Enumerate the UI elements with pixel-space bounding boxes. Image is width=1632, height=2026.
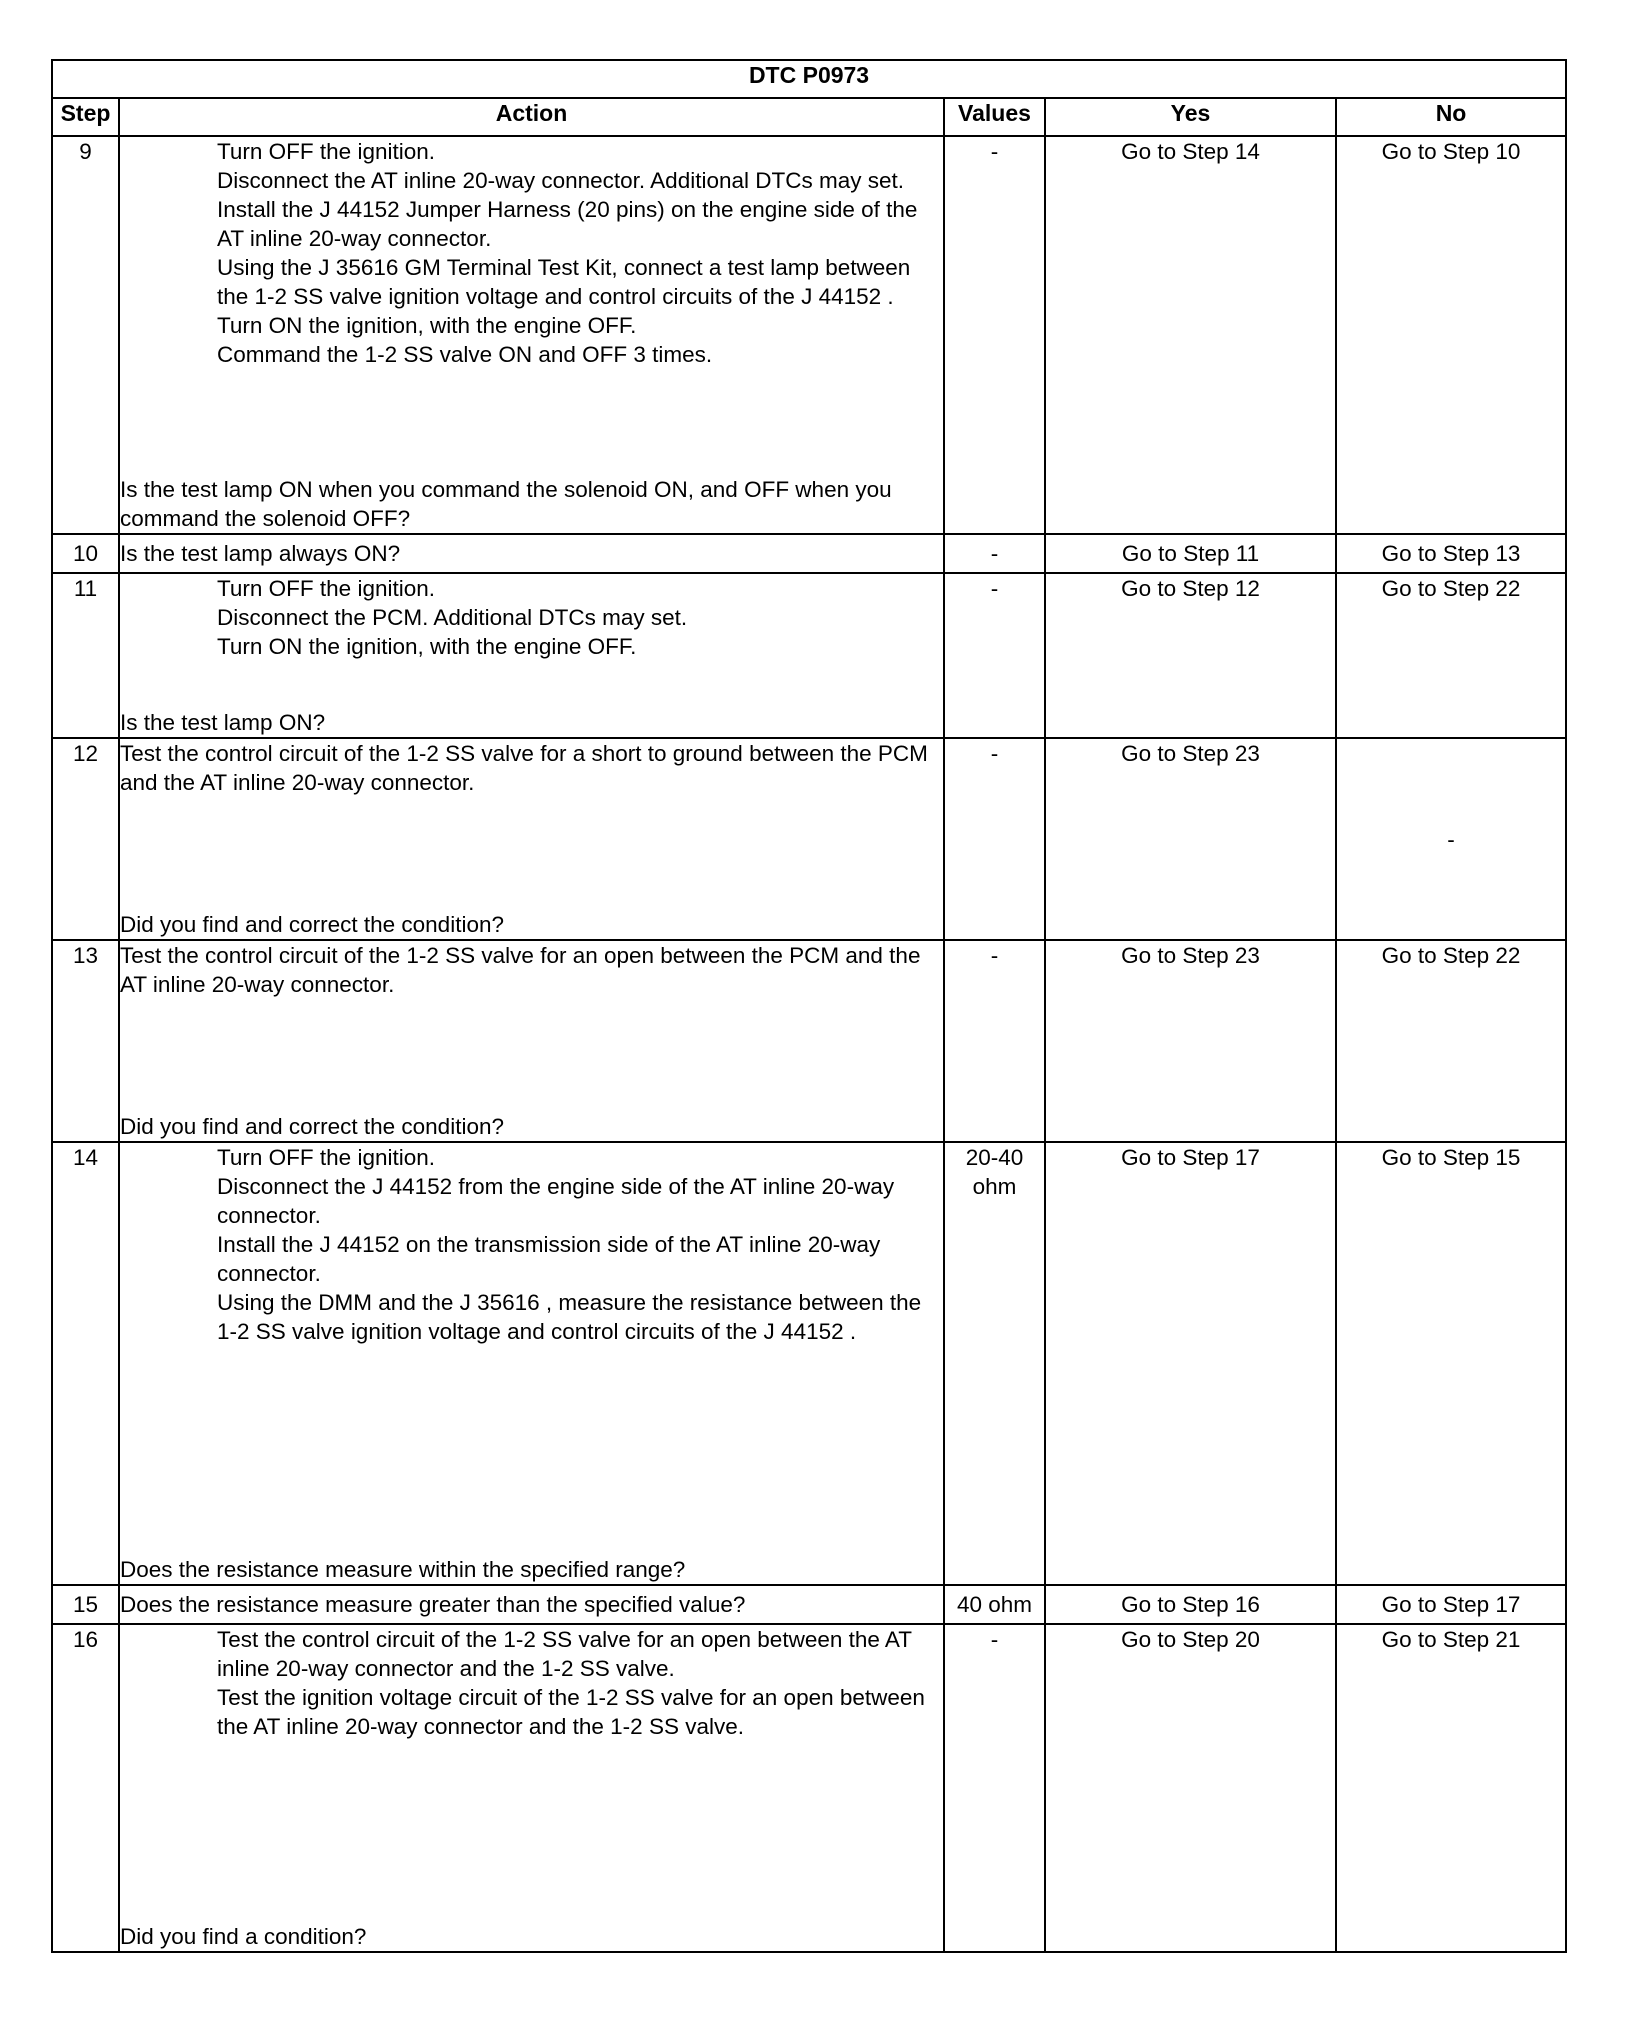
action-cell [119,1142,944,1585]
question-text: Does the resistance measure within the specified range? [120,1557,686,1582]
table-row [52,1585,1566,1624]
question-text: Did you find and correct the condition? [120,912,504,937]
no-cell: Go to Step 13 [1336,534,1566,573]
instruction-item: Disconnect the J 44152 from the engine side of the AT inline 20-way connector. [217,1174,895,1228]
table-row [52,738,1566,940]
action-cell [119,573,944,738]
instruction-item: Disconnect the PCM. Additional DTCs may set. [217,605,688,630]
step-number: 10 [52,534,119,573]
no-cell: Go to Step 15 [1336,1142,1566,1585]
action-cell [119,1624,944,1952]
no-cell: - [1336,738,1566,940]
action-cell [119,136,944,534]
instruction-item: Command the 1-2 SS valve ON and OFF 3 times. [217,342,713,367]
instruction-list [120,1625,943,1741]
instruction-item: Using the DMM and the J 35616 , measure the resistance between the 1-2 SS valve ignition voltage and control circuits of the J 44152 . [217,1290,922,1344]
yes-cell: Go to Step 11 [1045,534,1336,573]
instruction-list [120,574,943,661]
value-cell: - [944,1624,1045,1952]
question-text: Is the test lamp ON when you command the solenoid ON, and OFF when you command the solenoid OFF? [120,477,892,531]
instruction-item: Test the ignition voltage circuit of the 1-2 SS valve for an open between the AT inline 20-way connector and the 1-2 SS valve. [217,1685,925,1739]
table-row [52,940,1566,1142]
no-cell: Go to Step 17 [1336,1585,1566,1624]
yes-cell: Go to Step 12 [1045,573,1336,738]
instruction-list [120,1143,943,1346]
instruction-item: Turn OFF the ignition. [217,1145,436,1170]
value-cell: - [944,940,1045,1142]
value-cell: - [944,573,1045,738]
question-text: Did you find a condition? [120,1924,367,1949]
table-row [52,136,1566,534]
step-number: 9 [52,136,119,534]
header-yes: Yes [1045,98,1336,136]
no-cell: Go to Step 22 [1336,940,1566,1142]
action-cell [119,738,944,940]
value-cell: - [944,136,1045,534]
step-number: 16 [52,1624,119,1952]
instruction-item: Test the control circuit of the 1-2 SS valve for an open between the AT inline 20-way connector and the 1-2 SS valve. [217,1627,912,1681]
table-row [52,534,1566,573]
question-text: Does the resistance measure greater than the specified value? [119,1585,944,1624]
header-no: No [1336,98,1566,136]
instruction-item: Turn ON the ignition, with the engine OFF. [217,634,637,659]
instruction-item: Install the J 44152 Jumper Harness (20 pins) on the engine side of the AT inline 20-way connector. [217,197,918,251]
header-row [52,98,1566,136]
instruction-item: Disconnect the AT inline 20-way connector. Additional DTCs may set. [217,168,905,193]
step-number: 11 [52,573,119,738]
instruction-item: Turn ON the ignition, with the engine OFF. [217,313,637,338]
value-cell: - [944,738,1045,940]
table-row [52,1624,1566,1952]
table-row [52,573,1566,738]
step-number: 13 [52,940,119,1142]
no-cell: Go to Step 22 [1336,573,1566,738]
step-number: 15 [52,1585,119,1624]
instruction-item: Turn OFF the ignition. [217,139,436,164]
no-cell: Go to Step 21 [1336,1624,1566,1952]
value-cell: - [944,534,1045,573]
instruction-item: Using the J 35616 GM Terminal Test Kit, connect a test lamp between the 1-2 SS valve ignition voltage and control circuits of the J 44152 . [217,255,911,309]
step-number: 14 [52,1142,119,1585]
table-row [52,1142,1566,1585]
question-text: Did you find and correct the condition? [120,1114,504,1139]
instruction-item: Turn OFF the ignition. [217,576,436,601]
no-cell: Go to Step 10 [1336,136,1566,534]
yes-cell: Go to Step 23 [1045,940,1336,1142]
yes-cell: Go to Step 16 [1045,1585,1336,1624]
value-cell: 40 ohm [944,1585,1045,1624]
instruction-list [120,137,943,369]
yes-cell: Go to Step 14 [1045,136,1336,534]
question-text: Is the test lamp ON? [120,710,326,735]
value-cell: 20-40 ohm [944,1142,1045,1585]
lead-text: Test the control circuit of the 1-2 SS valve for a short to ground between the PCM and the AT inline 20-way connector. [120,741,928,795]
header-values: Values [944,98,1045,136]
header-step: Step [52,98,119,136]
yes-cell: Go to Step 20 [1045,1624,1336,1952]
question-text: Is the test lamp always ON? [119,534,944,573]
dtc-table [51,59,1567,1953]
table-title: DTC P0973 [52,60,1566,98]
header-action: Action [119,98,944,136]
step-number: 12 [52,738,119,940]
yes-cell: Go to Step 17 [1045,1142,1336,1585]
instruction-item: Install the J 44152 on the transmission side of the AT inline 20-way connector. [217,1232,881,1286]
lead-text: Test the control circuit of the 1-2 SS valve for an open between the PCM and the AT inline 20-way connector. [120,943,921,997]
action-cell [119,940,944,1142]
yes-cell: Go to Step 23 [1045,738,1336,940]
